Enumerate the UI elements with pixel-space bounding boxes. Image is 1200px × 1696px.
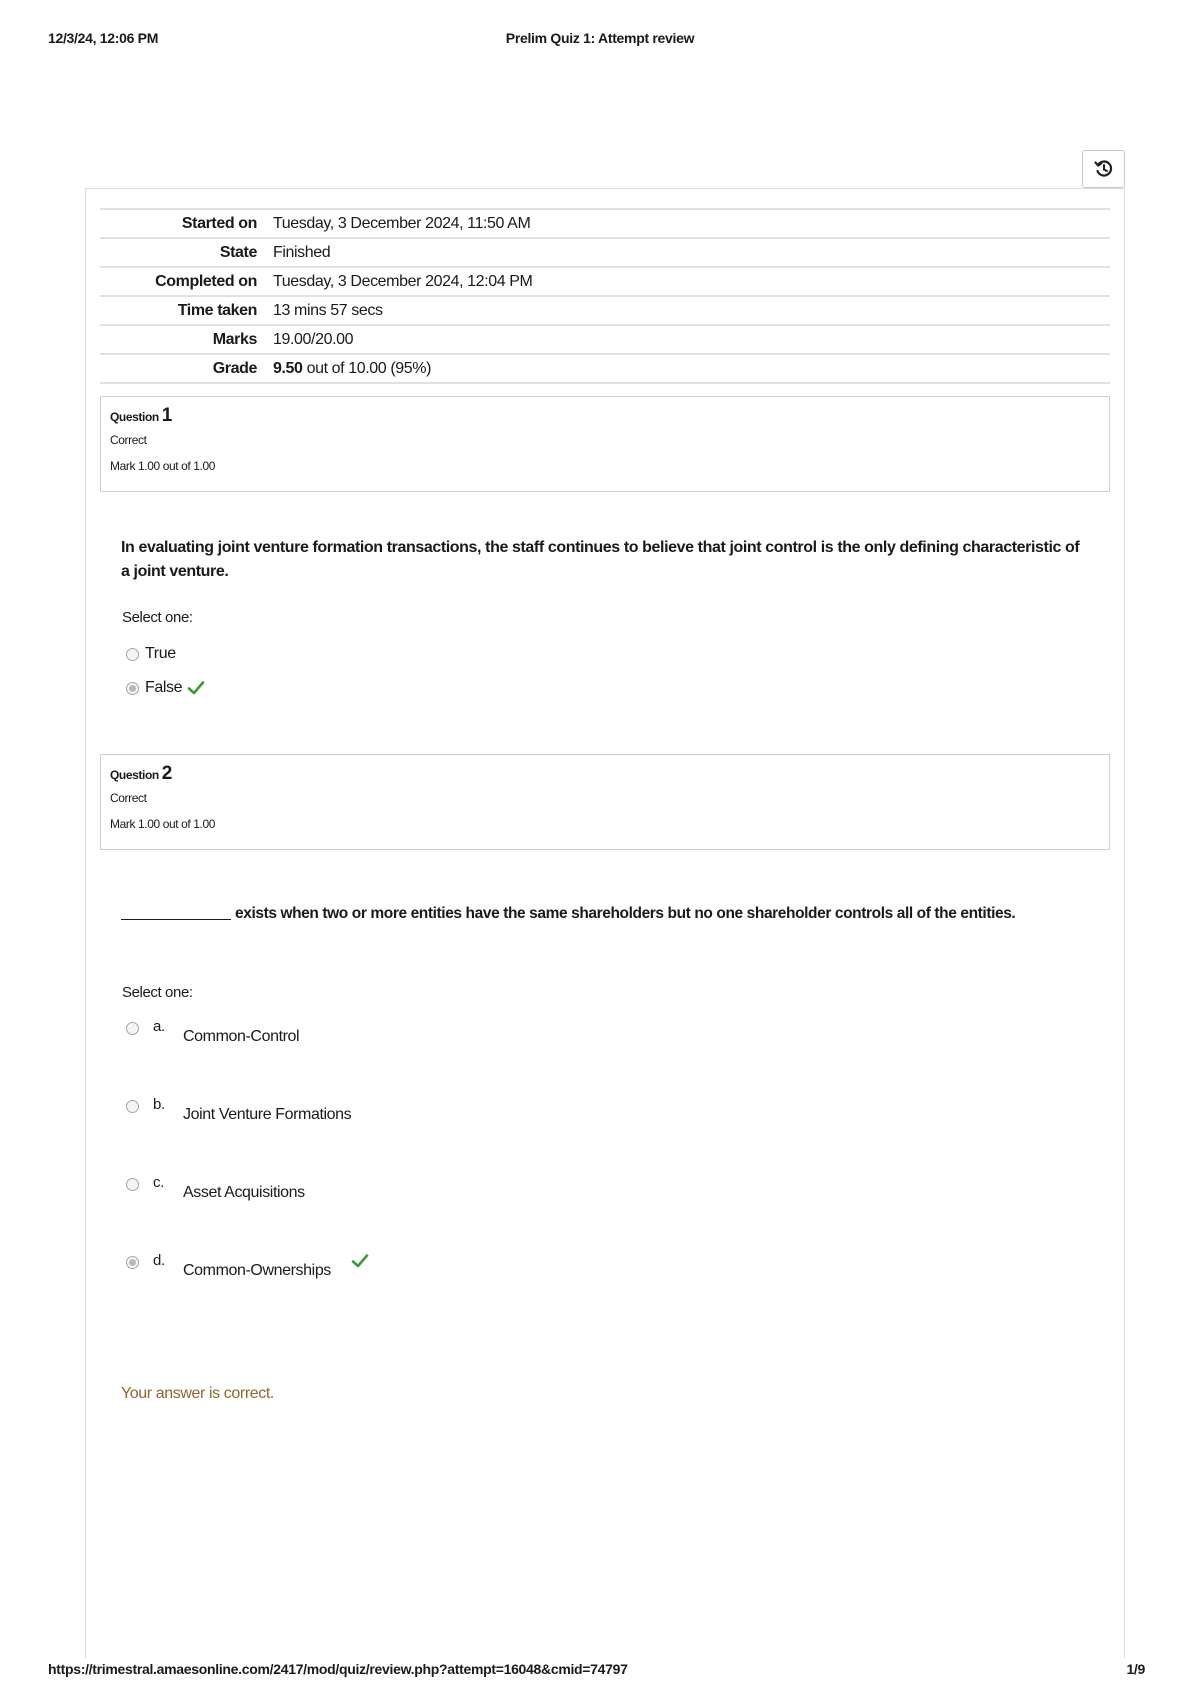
grade-score: 9.50 <box>273 359 303 377</box>
summary-label: State <box>219 243 257 261</box>
option-letter: d. <box>153 1252 165 1269</box>
option-label: Asset Acquisitions <box>183 1184 305 1201</box>
option-letter: c. <box>153 1174 164 1191</box>
select-one-prompt: Select one: <box>122 609 193 626</box>
option-label: Common-Ownerships <box>183 1262 331 1279</box>
summary-value: Tuesday, 3 December 2024, 11:50 AM <box>273 214 531 232</box>
check-icon <box>187 680 205 696</box>
question-number-value: 2 <box>161 763 172 784</box>
summary-label: Grade <box>212 359 257 377</box>
answer-option-d[interactable] <box>126 1252 426 1286</box>
summary-row-started <box>100 210 1110 239</box>
summary-value <box>257 360 431 378</box>
history-button[interactable] <box>1082 150 1125 188</box>
check-icon <box>351 1253 369 1269</box>
attempt-summary-table <box>100 208 1110 384</box>
answer-feedback: Your answer is correct. <box>121 1385 274 1402</box>
radio-button[interactable] <box>126 648 139 661</box>
question-mark: Mark 1.00 out of 1.00 <box>110 459 216 473</box>
question-label: Question <box>110 410 159 424</box>
radio-button[interactable] <box>126 1022 139 1035</box>
grade-out-of: out of 10.00 (95%) <box>302 359 432 377</box>
option-label: False <box>145 679 183 696</box>
summary-value: 19.00/20.00 <box>273 330 354 348</box>
question-state: Correct <box>110 791 147 805</box>
print-page-title: Prelim Quiz 1: Attempt review <box>505 30 695 46</box>
question-label: Question <box>110 768 159 782</box>
radio-button-selected[interactable] <box>126 682 139 695</box>
select-one-prompt: Select one: <box>122 984 193 1001</box>
summary-label: Marks <box>212 330 257 348</box>
history-icon <box>1094 159 1114 179</box>
answer-option-true[interactable] <box>126 645 176 663</box>
summary-row-grade <box>100 355 1110 384</box>
summary-value: 13 mins 57 secs <box>273 301 383 319</box>
question-state: Correct <box>110 433 147 447</box>
print-footer <box>48 1661 1152 1681</box>
summary-label: Started on <box>181 214 257 232</box>
radio-button[interactable] <box>126 1178 139 1191</box>
question-info-1 <box>100 396 1110 492</box>
radio-button[interactable] <box>126 1100 139 1113</box>
question-info-2 <box>100 754 1110 850</box>
fill-in-blank <box>121 919 231 920</box>
summary-label: Time taken <box>177 301 257 319</box>
radio-button-selected[interactable] <box>126 1256 139 1269</box>
option-label: Joint Venture Formations <box>183 1106 352 1123</box>
question-text-1: In evaluating joint venture formation transactions, the staff continues to believe that joint control is the only defining characteristic of a joint venture. <box>121 539 1080 580</box>
question-number <box>110 763 1100 787</box>
summary-label: Completed on <box>155 272 257 290</box>
option-letter: a. <box>153 1018 165 1035</box>
answer-option-a[interactable] <box>126 1018 426 1052</box>
print-header <box>48 30 1152 50</box>
answer-option-false[interactable] <box>126 679 205 697</box>
summary-value: Tuesday, 3 December 2024, 12:04 PM <box>273 272 533 290</box>
option-label: True <box>145 645 176 662</box>
summary-row-marks <box>100 326 1110 355</box>
option-letter: b. <box>153 1096 165 1113</box>
question-mark: Mark 1.00 out of 1.00 <box>110 817 216 831</box>
summary-value: Finished <box>273 243 331 261</box>
summary-row-time-taken <box>100 297 1110 326</box>
print-datetime: 12/3/24, 12:06 PM <box>48 30 159 46</box>
question-text-2 <box>121 902 1091 926</box>
print-page-number: 1/9 <box>1126 1661 1145 1677</box>
print-url: https://trimestral.amaesonline.com/2417/mod/quiz/review.php?attempt=16048&cmid=74797 <box>48 1661 628 1677</box>
question-text-body: exists when two or more entities have the same shareholders but no one shareholder controls all of the entities. <box>235 905 1016 922</box>
question-number-value: 1 <box>161 405 172 426</box>
question-number <box>110 405 1100 429</box>
answer-option-c[interactable] <box>126 1174 426 1208</box>
summary-row-state <box>100 239 1110 268</box>
option-label: Common-Control <box>183 1028 300 1045</box>
answer-option-b[interactable] <box>126 1096 426 1130</box>
summary-row-completed <box>100 268 1110 297</box>
